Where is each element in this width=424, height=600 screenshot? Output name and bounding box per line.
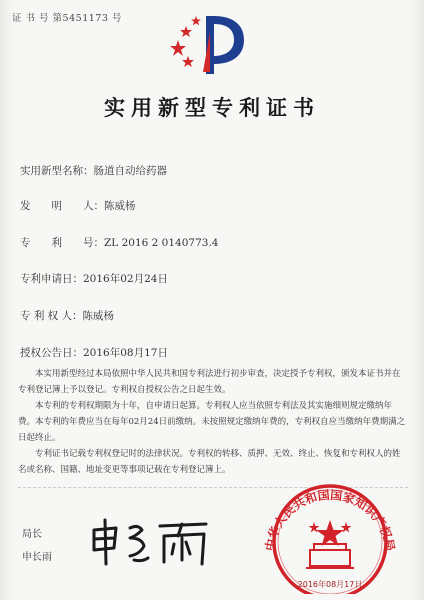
certificate-body bbox=[18, 366, 408, 478]
paragraph-grant: 本实用新型经过本局依照中华人民共和国专利法进行初步审查，决定授予专利权，颁发本证书并在专利登记簿上予以登记。专利权自授权公告之日起生效。 bbox=[18, 369, 401, 395]
paragraph-term: 本专利的专利权期限为十年，自申请日起算。专利权人应当依照专利法及其实施细则规定缴纳年费。本专利的年费应当在每年02月24日前缴纳。未按照规定缴纳年费的，专利权自应当缴纳年费期满之日起终止。 bbox=[18, 401, 406, 443]
handwritten-signature bbox=[86, 514, 218, 570]
official-seal bbox=[260, 478, 400, 594]
certificate-title: 实用新型专利证书 bbox=[104, 95, 320, 120]
patent-office-emblem-icon bbox=[170, 10, 246, 78]
director-title: 局长 bbox=[22, 529, 42, 540]
patent-number: 专 利 号：ZL 2016 2 0140773.4 bbox=[20, 237, 219, 249]
svg-text:中华人民共和国国家知识产权局: 中华人民共和国国家知识产权局 bbox=[262, 487, 398, 552]
certificate-number: 证 书 号 第5451173 号 bbox=[12, 13, 122, 24]
utility-model-name: 实用新型名称：肠道自动给药器 bbox=[20, 165, 167, 177]
patentee: 专 利 权 人：陈威杨 bbox=[20, 310, 115, 322]
svg-text:2016年08月17日: 2016年08月17日 bbox=[297, 580, 363, 589]
inventor: 发 明 人：陈威杨 bbox=[20, 200, 136, 212]
director-name: 申长雨 bbox=[22, 552, 52, 563]
filing-date: 专利申请日：2016年02月24日 bbox=[20, 273, 168, 285]
grant-announcement-date: 授权公告日：2016年08月17日 bbox=[20, 347, 168, 359]
paragraph-records: 专利证书记载专利权登记时的法律状况。专利权的转移、质押、无效、终止、恢复和专利权人的姓名或名称、国籍、地址变更等事项记载在专利登记簿上。 bbox=[18, 449, 401, 475]
